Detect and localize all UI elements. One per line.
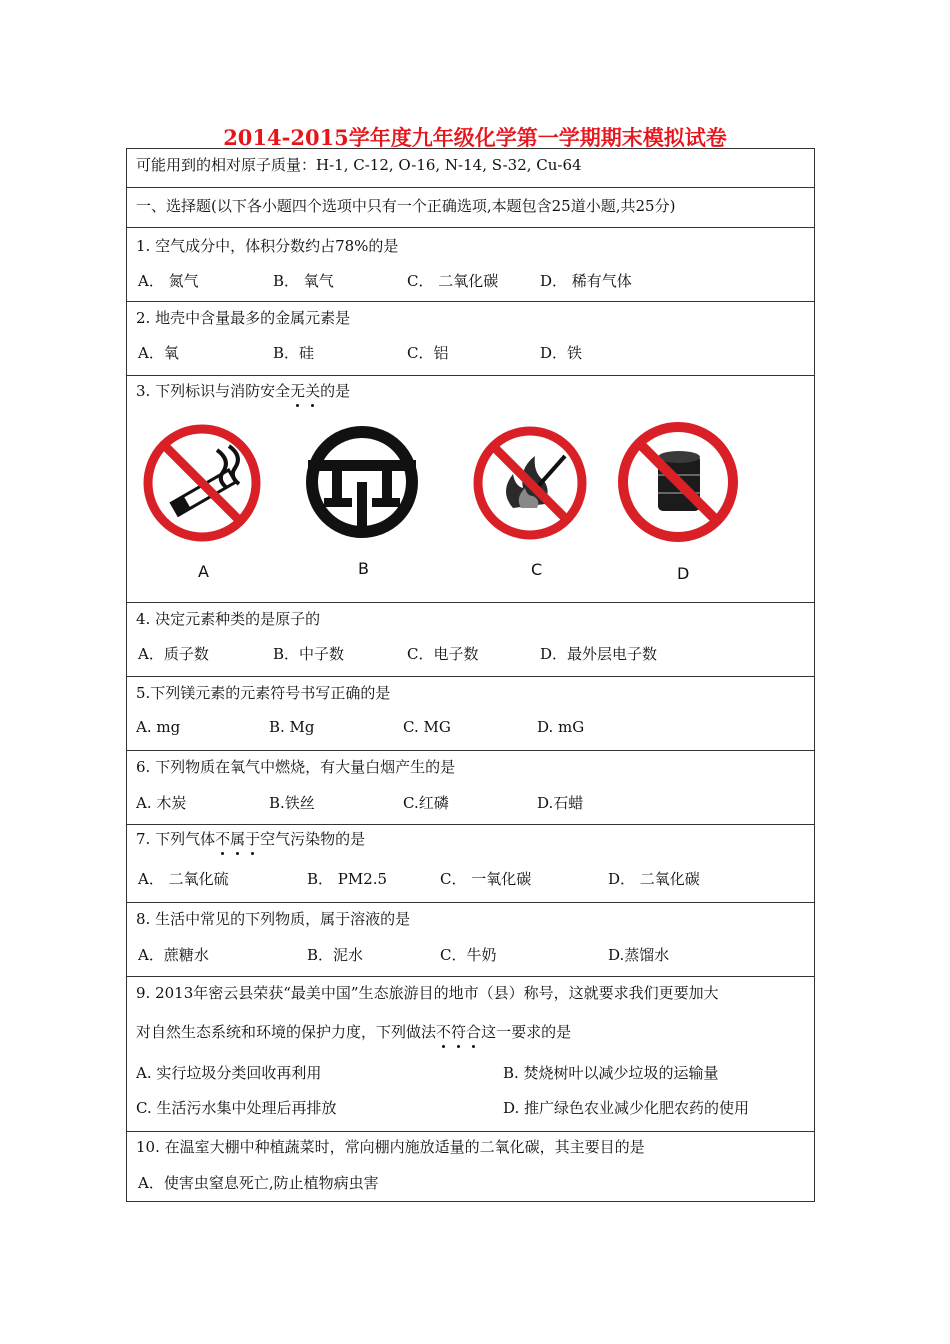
q8-option-b[interactable]: B．泥水 <box>307 946 364 964</box>
q7-option-c[interactable]: C． 一氧化碳 <box>440 870 532 888</box>
question-7-stem: 7. 下列气体不属于空气污染物的是 <box>136 830 366 848</box>
atomic-mass-text: 可能用到的相对原子质量：H-1, C-12, O-16, N-14, S-32, Cu-64 <box>136 156 582 174</box>
q4-option-b[interactable]: B．中子数 <box>273 645 345 663</box>
question-6-stem: 6. 下列物质在氧气中燃烧，有大量白烟产生的是 <box>136 758 456 776</box>
q9-option-d[interactable]: D. 推广绿色农业减少化肥农药的使用 <box>503 1099 750 1117</box>
q10-option-a[interactable]: A．使害虫窒息死亡,防止植物病虫害 <box>138 1174 379 1192</box>
question-5-stem: 5.下列镁元素的元素符号书写正确的是 <box>136 684 391 702</box>
q7-option-d[interactable]: D． 二氧化碳 <box>608 870 700 888</box>
question-9-stem-line-1: 9. 2013年密云县荣获“最美中国”生态旅游目的地市（县）称号，这就要求我们更要加大 <box>136 984 719 1002</box>
question-10 <box>127 1131 814 1201</box>
question-10-stem: 10. 在温室大棚中种植蔬菜时，常向棚内施放适量的二氧化碳，其主要目的是 <box>136 1138 645 1156</box>
question-2 <box>127 301 814 375</box>
question-4-stem: 4. 决定元素种类的是原子的 <box>136 610 321 628</box>
q4-option-d[interactable]: D．最外层电子数 <box>540 645 658 663</box>
question-6 <box>127 750 814 824</box>
q9-option-a[interactable]: A. 实行垃圾分类回收再利用 <box>136 1064 322 1082</box>
q6-option-c[interactable]: C.红磷 <box>403 794 449 812</box>
q4-option-a[interactable]: A．质子数 <box>138 645 209 663</box>
section-heading: 一、选择题(以下各小题四个选项中只有一个正确选项,本题包含25道小题,共25分) <box>136 197 676 215</box>
q8-option-a[interactable]: A．蔗糖水 <box>138 946 209 964</box>
q2-option-c[interactable]: C．铝 <box>407 344 449 362</box>
q5-option-c[interactable]: C. MG <box>403 718 451 736</box>
q6-option-b[interactable]: B.铁丝 <box>269 794 315 812</box>
q2-option-b[interactable]: B．硅 <box>273 344 315 362</box>
atomic-mass-row <box>127 149 814 187</box>
q7-option-a[interactable]: A． 二氧化硫 <box>138 870 229 888</box>
question-9-stem-line-2: 对自然生态系统和环境的保护力度，下列做法不符合这一要求的是 <box>136 1023 572 1041</box>
q8-option-c[interactable]: C．牛奶 <box>440 946 497 964</box>
page-title: 2014-2015学年度九年级化学第一学期期末模拟试卷 <box>223 125 727 150</box>
question-5 <box>127 676 814 750</box>
q1-option-a[interactable]: A． 氮气 <box>138 272 199 290</box>
question-8 <box>127 902 814 976</box>
question-4 <box>127 602 814 676</box>
q1-option-c[interactable]: C． 二氧化碳 <box>407 272 499 290</box>
q9-option-b[interactable]: B. 焚烧树叶以减少垃圾的运输量 <box>503 1064 719 1082</box>
q9-option-c[interactable]: C. 生活污水集中处理后再排放 <box>136 1099 337 1117</box>
no-open-flame-icon[interactable] <box>469 422 591 544</box>
q2-option-a[interactable]: A．氧 <box>138 344 179 362</box>
q5-option-b[interactable]: B. Mg <box>269 718 315 736</box>
question-3-stem: 3. 下列标识与消防安全无关的是 <box>136 382 351 400</box>
q2-option-d[interactable]: D．铁 <box>540 344 583 362</box>
q7-option-b[interactable]: B． PM2.5 <box>307 870 388 888</box>
fire-safety-logo-icon[interactable] <box>302 422 422 542</box>
question-1 <box>127 227 814 301</box>
q1-option-d[interactable]: D． 稀有气体 <box>540 272 632 290</box>
sign-label-d: D <box>677 564 690 583</box>
sign-label-b: B <box>358 559 369 578</box>
section-row <box>127 187 814 227</box>
q6-option-a[interactable]: A. 木炭 <box>136 794 187 812</box>
q6-option-d[interactable]: D.石蜡 <box>537 794 584 812</box>
no-flammable-barrel-icon[interactable] <box>613 417 743 547</box>
no-smoking-icon[interactable] <box>139 420 265 546</box>
question-8-stem: 8. 生活中常见的下列物质，属于溶液的是 <box>136 910 411 928</box>
question-1-stem: 1. 空气成分中，体积分数约占78%的是 <box>136 237 399 255</box>
q5-option-d[interactable]: D. mG <box>537 718 585 736</box>
q1-option-b[interactable]: B． 氧气 <box>273 272 334 290</box>
exam-table <box>126 148 815 1202</box>
q4-option-c[interactable]: C．电子数 <box>407 645 479 663</box>
sign-label-c: C <box>531 560 543 579</box>
question-7 <box>127 824 814 902</box>
question-9 <box>127 976 814 1131</box>
q5-option-a[interactable]: A. mg <box>136 718 181 736</box>
q8-option-d[interactable]: D.蒸馏水 <box>608 946 670 964</box>
question-2-stem: 2. 地壳中含量最多的金属元素是 <box>136 309 351 327</box>
question-3 <box>127 375 814 602</box>
sign-label-a: A <box>198 562 209 581</box>
